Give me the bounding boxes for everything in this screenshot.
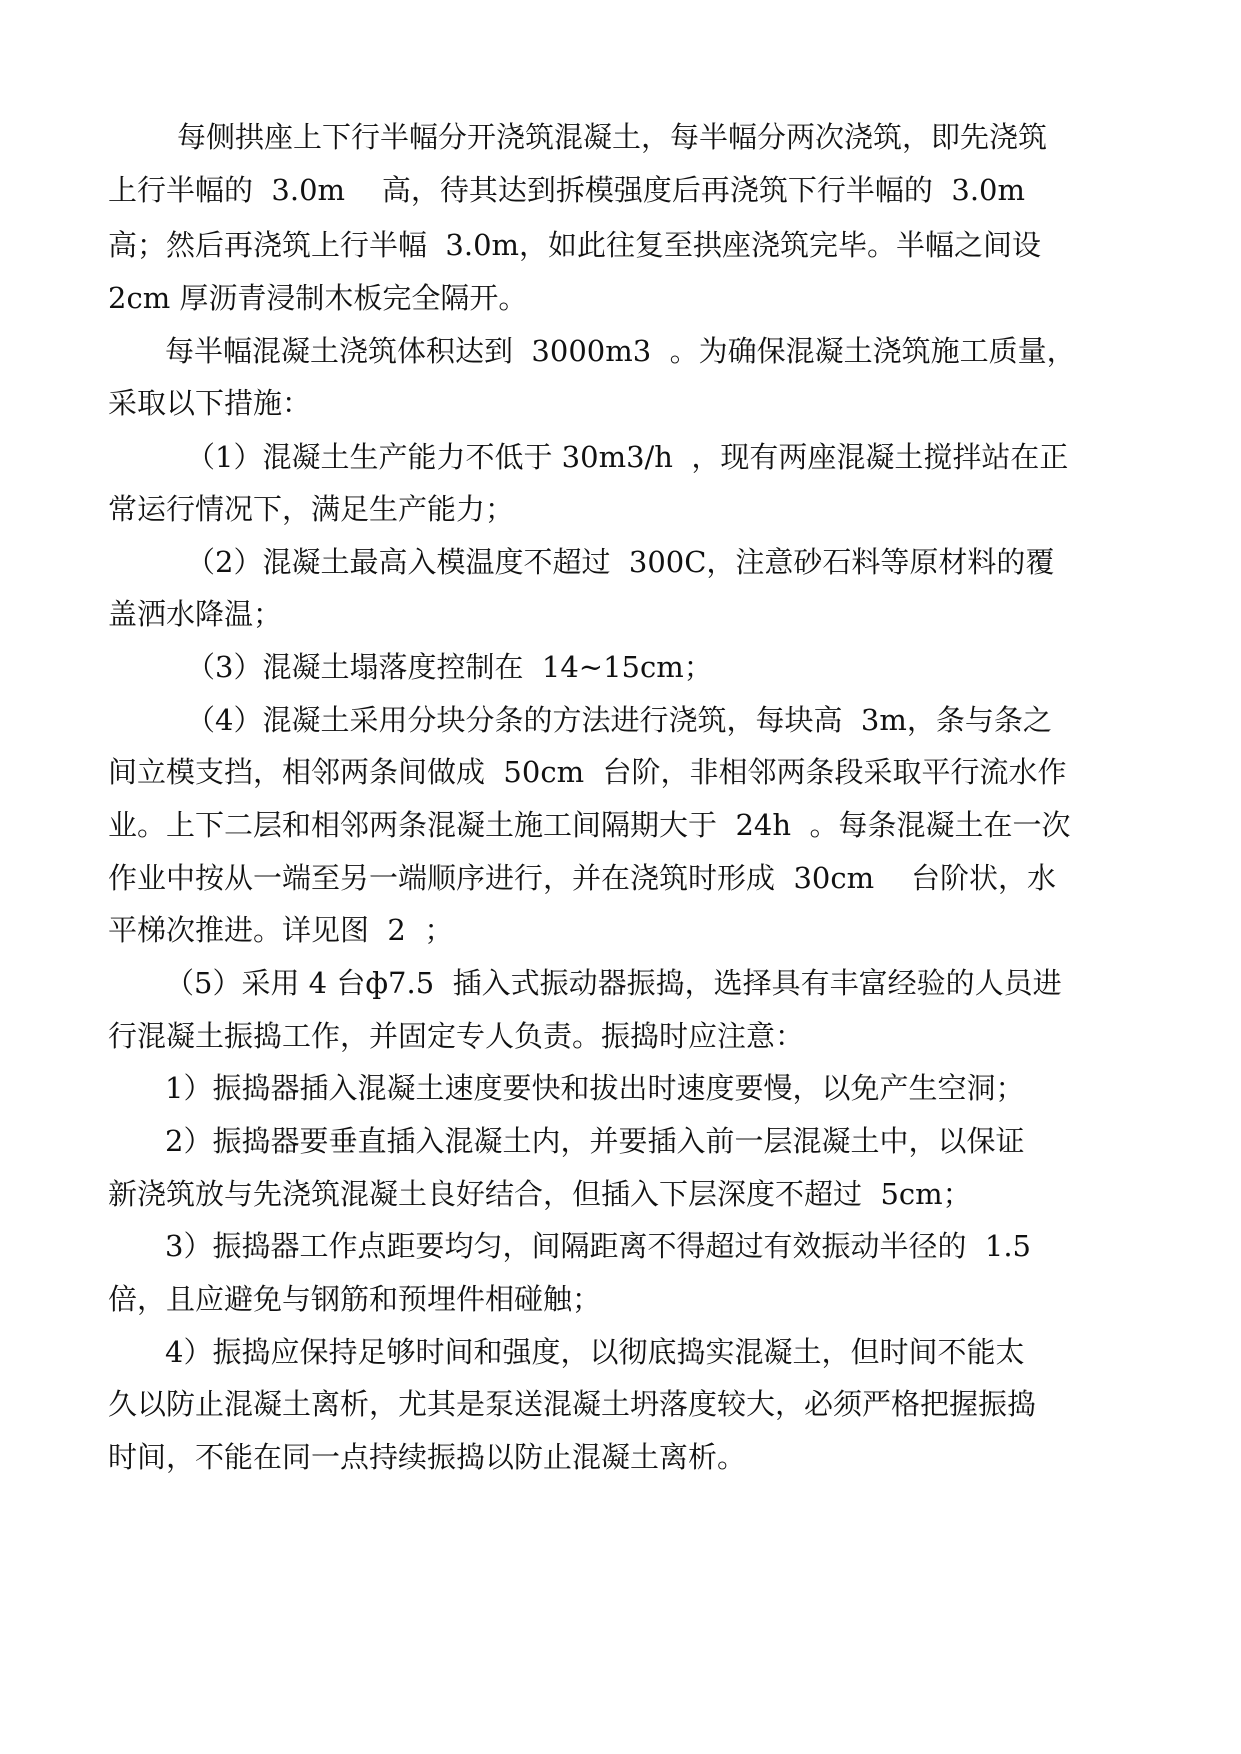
text-line: （5）采用 4 台ф7.5 插入式振动器振捣，选择具有丰富经验的人员进 (165, 966, 1062, 1000)
text-line: 2cm 厚沥青浸制木板完全隔开。 (108, 281, 528, 315)
text-line: （4）混凝土采用分块分条的方法进行浇筑，每块高 3m，条与条之 (186, 703, 1052, 737)
text-line: 倍，且应避免与钢筋和预埋件相碰触； (108, 1282, 602, 1316)
text-line: 上行半幅的 3.0m 高，待其达到拆模强度后再浇筑下行半幅的 3.0m (108, 173, 1025, 207)
text-line: 4）振捣应保持足够时间和强度，以彻底捣实混凝土，但时间不能太 (165, 1335, 1025, 1369)
text-line: 3）振捣器工作点距要均匀，间隔距离不得超过有效振动半径的 1.5 (165, 1229, 1032, 1263)
text-line: 高；然后再浇筑上行半幅 3.0m，如此往复至拱座浇筑完毕。半幅之间设 (108, 228, 1042, 262)
text-line: 每半幅混凝土浇筑体积达到 3000m3 。为确保混凝土浇筑施工质量， (165, 334, 1076, 368)
text-line: （2）混凝土最高入模温度不超过 300C，注意砂石料等原材料的覆 (186, 545, 1055, 579)
text-line: 每侧拱座上下行半幅分开浇筑混凝土，每半幅分两次浇筑，即先浇筑 (177, 120, 1048, 154)
text-line: 作业中按从一端至另一端顺序进行，并在浇筑时形成 30cm 台阶状，水 (108, 861, 1056, 895)
text-line: 常运行情况下，满足生产能力； (108, 492, 515, 526)
text-line: 业。上下二层和相邻两条混凝土施工间隔期大于 24h 。每条混凝土在一次 (108, 808, 1071, 842)
text-line: （1）混凝土生产能力不低于 30m3/h ，现有两座混凝土搅拌站在正 (186, 440, 1069, 474)
text-line: 1）振捣器插入混凝土速度要快和拔出时速度要慢，以免产生空洞； (165, 1071, 1025, 1105)
text-line: 行混凝土振捣工作，并固定专人负责。振捣时应注意： (108, 1019, 805, 1053)
text-line: 2）振捣器要垂直插入混凝土内，并要插入前一层混凝土中，以保证 (165, 1124, 1025, 1158)
text-line: 采取以下措施： (108, 386, 312, 420)
text-line: 间立模支挡，相邻两条间做成 50cm 台阶，非相邻两条段采取平行流水作 (108, 755, 1067, 789)
text-line: 时间，不能在同一点持续振捣以防止混凝土离析。 (108, 1440, 747, 1474)
text-line: 久以防止混凝土离析，尤其是泵送混凝土坍落度较大，必须严格把握振捣 (108, 1387, 1037, 1421)
text-line: （3）混凝土塌落度控制在 14~15cm； (186, 650, 713, 684)
text-line: 平梯次推进。详见图 2 ； (108, 913, 454, 947)
text-line: 新浇筑放与先浇筑混凝土良好结合，但插入下层深度不超过 5cm； (108, 1177, 972, 1211)
text-line: 盖洒水降温； (108, 597, 283, 631)
